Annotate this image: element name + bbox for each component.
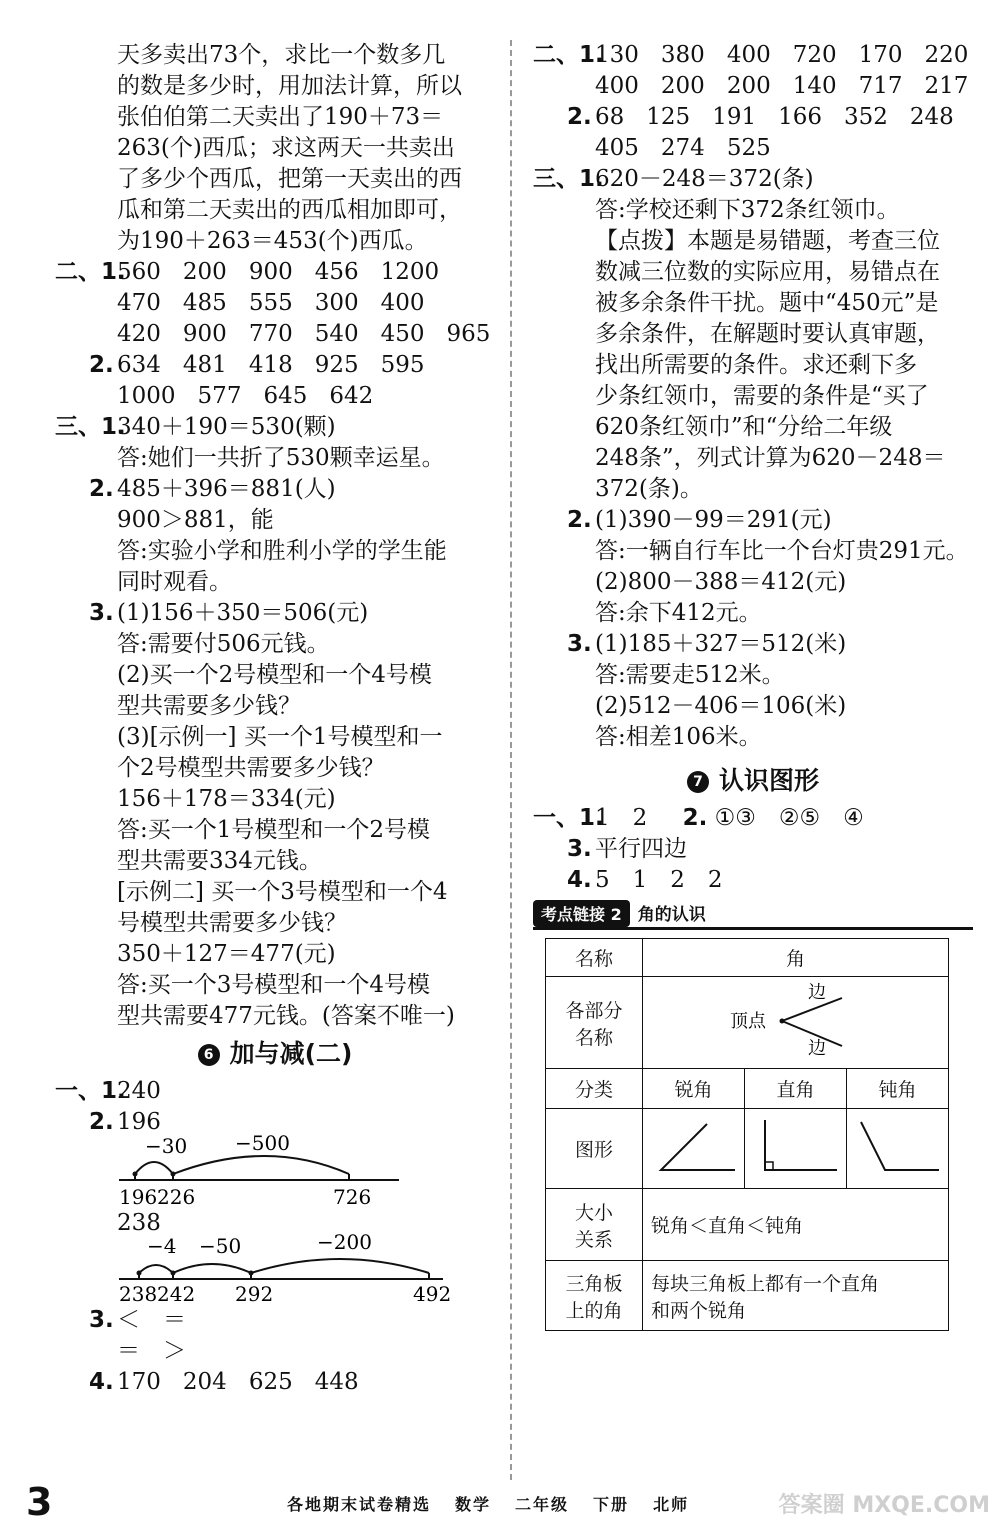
answer-line: 答:买一个3号模型和一个4号模 (117, 972, 431, 998)
answer-value: 470 (117, 290, 161, 316)
answer-row (55, 257, 495, 288)
right-column (533, 40, 973, 1331)
answer-line: 答:需要走512米。 (595, 662, 785, 688)
knowledge-link-tag: 考点链接 2 (533, 900, 630, 927)
number-line-1-svg (117, 1131, 407, 1209)
answer-text: 5 1 2 2 (595, 867, 723, 893)
footer-item: 北师 (653, 1495, 690, 1514)
tick-label: 196 (119, 1185, 158, 1209)
answer-line: (2)买一个2号模型和一个4号模 (117, 662, 432, 688)
table-header-cell: 分类 (546, 1069, 643, 1109)
number-line-2 (117, 1230, 495, 1306)
question-label: 2. (89, 1109, 114, 1135)
tip-line: 【点拨】本题是易错题，考查三位 (595, 228, 940, 254)
table-cell (643, 1109, 745, 1189)
answer-value: 900 (182, 321, 227, 347)
divider-rule (533, 927, 973, 930)
question-label: 4. (89, 1369, 114, 1395)
answer-value: 555 (248, 290, 293, 316)
jump-arc (251, 1259, 429, 1273)
acute-angle-figure (649, 1114, 739, 1178)
answer-text: ＜ ＝ (117, 1307, 186, 1333)
tip-line: 被多余条件干扰。题中“450元”是 (595, 290, 939, 316)
section-title-text: 认识图形 (718, 766, 819, 795)
answer-value: 595 (380, 352, 425, 378)
table-header-cell: 名称 (546, 939, 643, 977)
footer-item: 下册 (593, 1495, 630, 1514)
question-label: 2. (89, 476, 114, 502)
tick-label: 242 (157, 1282, 196, 1306)
answer-value: 352 (844, 104, 888, 130)
answer-value: 420 (117, 321, 161, 347)
answer-line (533, 803, 973, 834)
obtuse-angle-lines (861, 1122, 939, 1170)
para-line: 的数是多少时，用加法计算，所以 (117, 73, 462, 99)
answer-line (533, 505, 973, 536)
tip-line: 少条红领巾，需要的条件是“买了 (595, 383, 929, 409)
angle-table (545, 938, 949, 1331)
answer-line (55, 1076, 495, 1107)
table-cell (643, 1261, 949, 1331)
answer-value: 191 (712, 104, 757, 130)
answer-value: 400 (380, 290, 425, 316)
para-line: 263(个)西瓜；求这两天一共卖出 (117, 135, 455, 161)
answer-value: 965 (446, 321, 491, 347)
table-cell (745, 1109, 847, 1189)
answer-row (533, 71, 973, 102)
para-line: 为190＋263＝453(个)西瓜。 (117, 228, 428, 254)
answer-value: 485 (182, 290, 227, 316)
answer-value: 380 (660, 42, 705, 68)
answer-line: 答:相差106米。 (595, 724, 762, 750)
knowledge-link-title: 角的认识 (637, 905, 706, 925)
answer-value: 140 (792, 73, 837, 99)
question-label: 三、1. (55, 414, 126, 440)
question-label: 3. (89, 600, 114, 626)
answer-value: 405 (595, 135, 639, 161)
question-label: 一、1. (55, 1078, 126, 1104)
answer-text: 196 (117, 1109, 161, 1135)
answer-value: 170 (117, 1369, 161, 1395)
answer-value: 418 (248, 352, 293, 378)
answer-line: 答:学校还剩下372条红领巾。 (595, 197, 900, 223)
answer-value: 925 (314, 352, 359, 378)
answer-value: 720 (792, 42, 837, 68)
tick-label: 226 (157, 1185, 196, 1209)
number-line-1 (117, 1131, 495, 1209)
answer-value: 577 (197, 383, 242, 409)
answer-text: (1)185＋327＝512(米) (595, 631, 847, 657)
answer-text: 1 2 (595, 805, 648, 831)
question-label: 二、1. (55, 259, 126, 285)
arrow-head (171, 1271, 176, 1276)
tick-label: 492 (413, 1282, 452, 1306)
right-angle-mark (765, 1162, 773, 1170)
answer-line: 答:买一个1号模型和一个2号模 (117, 817, 431, 843)
footer-item: 各地期末试卷精选 (287, 1495, 432, 1514)
answer-line (55, 1305, 495, 1336)
answer-value: 770 (248, 321, 293, 347)
answer-line (55, 474, 495, 505)
table-row (546, 1189, 949, 1261)
jump-label: −500 (235, 1131, 290, 1155)
table-cell (847, 1109, 949, 1189)
answer-value: 400 (726, 42, 771, 68)
answer-line: 型共需要多少钱？ (117, 693, 301, 719)
answer-value: 900 (248, 259, 293, 285)
answer-line: 238 (117, 1210, 161, 1236)
answer-value: 248 (909, 104, 954, 130)
jump-arc (135, 1162, 173, 1174)
table-cell: 直角 (745, 1069, 847, 1109)
answer-line: 答:需要付506元钱。 (117, 631, 330, 657)
answer-line: 型共需要334元钱。 (117, 848, 322, 874)
jump-label: −50 (199, 1234, 242, 1258)
jump-arc (173, 1264, 251, 1273)
tip-line: 372(条)。 (595, 476, 703, 502)
answer-line: ＝ ＞ (117, 1338, 186, 1364)
answer-value: 200 (726, 73, 771, 99)
tip-line: 找出所需要的条件。求还剩下多 (595, 352, 917, 378)
answer-value: 274 (660, 135, 705, 161)
arrow-head (137, 1271, 142, 1276)
para-line: 瓜和第二天卖出的西瓜相加即可， (117, 197, 462, 223)
answer-value: 645 (263, 383, 308, 409)
footer-text (287, 1492, 713, 1515)
jump-arc (173, 1156, 349, 1174)
tip-line: 数减三位数的实际应用，易错点在 (595, 259, 940, 285)
section-number: 7 (687, 771, 709, 793)
answer-row (55, 1367, 495, 1398)
table-cell-line: 和两个锐角 (651, 1299, 747, 1322)
jump-label: −4 (147, 1234, 177, 1258)
answer-line: 答:她们一共折了530颗幸运星。 (117, 445, 445, 471)
answer-row (55, 288, 495, 319)
question-label: 3. (567, 836, 592, 862)
para-line: 张伯伯第二天卖出了190＋73＝ (117, 104, 444, 130)
answer-value: 166 (778, 104, 822, 130)
answer-line: (2)800－388＝412(元) (595, 569, 847, 595)
table-row (546, 1109, 949, 1189)
side-label: 边 (807, 1038, 826, 1059)
answer-line (533, 164, 973, 195)
table-header-cell: 三角板上的角 (546, 1261, 643, 1331)
answer-value: 448 (314, 1369, 359, 1395)
answer-value: 1000 (117, 383, 176, 409)
answer-text: ①③ ②⑤ ④ (714, 805, 864, 831)
answer-row (533, 102, 973, 133)
section-title-text: 加与减(二) (229, 1039, 353, 1068)
answer-value: 220 (924, 42, 969, 68)
answer-line (55, 412, 495, 443)
answer-text: 平行四边 (595, 836, 687, 862)
answer-value: 200 (182, 259, 227, 285)
answer-value: 717 (858, 73, 903, 99)
question-label: 2. (682, 805, 708, 831)
answer-line: 型共需要477元钱。(答案不唯一) (117, 1003, 455, 1029)
table-header-cell: 图形 (546, 1109, 643, 1189)
answer-text: (1)390－99＝291(元) (595, 507, 832, 533)
answer-line (533, 629, 973, 660)
question-label: 三、1. (533, 166, 604, 192)
side-label: 边 (807, 982, 826, 1003)
section-number: 6 (198, 1044, 220, 1066)
answer-value: 625 (248, 1369, 293, 1395)
table-row (546, 977, 949, 1069)
answer-row (533, 133, 973, 164)
answer-line: 个2号模型共需要多少钱？ (117, 755, 385, 781)
answer-line: 156＋178＝334(元) (117, 786, 336, 812)
table-cell: 锐角＜直角＜钝角 (643, 1189, 949, 1261)
answer-line: (2)512－406＝106(米) (595, 693, 847, 719)
section-title (533, 759, 973, 803)
answer-text: 620－248＝372(条) (595, 166, 814, 192)
para-line: 了多少个西瓜，把第一天卖出的西 (117, 166, 462, 192)
answer-line: 号模型共需要多少钱？ (117, 910, 347, 936)
answer-line: 答:余下412元。 (595, 600, 762, 626)
answer-line (533, 834, 973, 865)
question-label: 2. (89, 352, 114, 378)
answer-value: 1200 (380, 259, 440, 285)
answer-value: 525 (726, 135, 771, 161)
answer-line: 答:实验小学和胜利小学的学生能 (117, 538, 447, 564)
answer-line: [示例二] 买一个3号模型和一个4 (117, 879, 448, 905)
tip-line: 248条”，列式计算为620－248＝ (595, 445, 946, 471)
footer-item: 数学 (455, 1495, 492, 1514)
obtuse-angle-figure (853, 1114, 943, 1178)
answer-value: 200 (660, 73, 705, 99)
tip-line: 620条红领巾”和“分给二年级 (595, 414, 893, 440)
answer-value: 450 (380, 321, 425, 347)
answer-line: 同时观看。 (117, 569, 232, 595)
table-cell: 角 (643, 939, 949, 977)
answer-value: 634 (117, 352, 161, 378)
number-line-2-svg (117, 1230, 452, 1306)
watermark: 答案圈 MXQE.COM (778, 1493, 990, 1518)
answer-value: 560 (117, 259, 161, 285)
answer-text: 240 (117, 1078, 161, 1104)
acute-angle-lines (661, 1124, 735, 1170)
tick-label: 238 (119, 1282, 158, 1306)
vertex-label: 顶点 (729, 1011, 766, 1032)
tick-label: 292 (235, 1282, 274, 1306)
answer-line: 答:一辆自行车比一个台灯贵291元。 (595, 538, 969, 564)
table-row (546, 1069, 949, 1109)
jump-arc (139, 1265, 173, 1273)
table-cell: 锐角 (643, 1069, 745, 1109)
table-cell: 钝角 (847, 1069, 949, 1109)
jump-label: −30 (145, 1134, 188, 1158)
answer-line: 900＞881，能 (117, 507, 274, 533)
jump-label: −200 (317, 1230, 372, 1254)
answer-text: 340＋190＝530(颗) (117, 414, 336, 440)
arrow-head (133, 1172, 138, 1177)
answer-line (55, 598, 495, 629)
question-label: 2. (567, 104, 592, 130)
table-cell (643, 977, 949, 1069)
answer-value: 481 (182, 352, 227, 378)
question-label: 一、1. (533, 805, 604, 831)
question-label: 4. (567, 867, 592, 893)
knowledge-link-bar (533, 900, 973, 930)
answer-value: 170 (858, 42, 903, 68)
answer-value: 400 (595, 73, 639, 99)
question-label: 二、1. (533, 42, 604, 68)
para-line: 天多卖出73个，求比一个数多几 (117, 42, 446, 68)
answer-line (533, 865, 973, 896)
answer-row (55, 350, 495, 381)
answer-value: 125 (646, 104, 691, 130)
answer-value: 130 (595, 42, 639, 68)
answer-value: 642 (329, 383, 374, 409)
answer-text: (1)156＋350＝506(元) (117, 600, 369, 626)
footer-item: 二年级 (515, 1495, 570, 1514)
section-title (55, 1032, 495, 1076)
arrow-head (249, 1271, 254, 1276)
right-angle-figure (751, 1114, 841, 1178)
left-column (55, 40, 495, 1398)
page-number: 3 (26, 1480, 53, 1524)
answer-value: 204 (182, 1369, 227, 1395)
table-header-cell: 各部分名称 (546, 977, 643, 1069)
answer-value: 68 (595, 104, 625, 130)
arrow-head (171, 1172, 176, 1177)
table-row (546, 939, 949, 977)
tip-line: 多余条件，在解题时要认真审题， (595, 321, 940, 347)
answer-row (55, 319, 495, 350)
answer-row (55, 381, 495, 412)
table-row (546, 1261, 949, 1331)
answer-row (533, 40, 973, 71)
table-cell-line: 每块三角板上都有一个直角 (651, 1272, 880, 1295)
answer-value: 217 (924, 73, 969, 99)
answer-value: 300 (314, 290, 359, 316)
answer-line: 350＋127＝477(元) (117, 941, 336, 967)
angle-parts-diagram (716, 980, 876, 1060)
tick-label: 726 (333, 1185, 372, 1209)
column-divider (510, 40, 512, 1480)
question-label: 2. (567, 507, 592, 533)
right-angle-lines (765, 1120, 837, 1170)
question-label: 3. (89, 1307, 114, 1333)
answer-value: 540 (314, 321, 359, 347)
answer-line: (3)[示例一] 买一个1号模型和一 (117, 724, 443, 750)
question-label: 3. (567, 631, 592, 657)
answer-value: 456 (314, 259, 359, 285)
table-header-cell: 大小关系 (546, 1189, 643, 1261)
answer-text: 485＋396＝881(人) (117, 476, 336, 502)
